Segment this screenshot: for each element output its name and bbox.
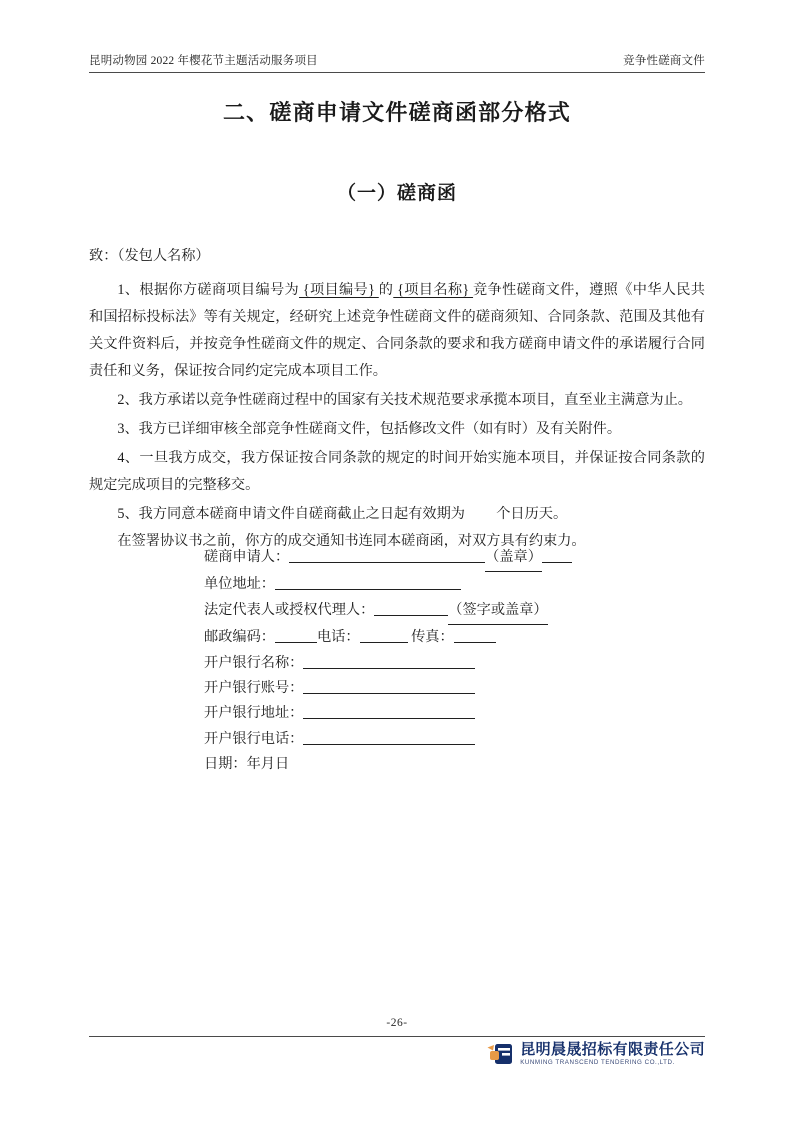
footer-divider bbox=[89, 1036, 705, 1037]
paragraph-2: 2、我方承诺以竞争性磋商过程中的国家有关技术规范要求承揽本项目，直至业主满意为止。 bbox=[117, 392, 692, 408]
signature-block bbox=[204, 545, 572, 778]
company-name-en: KUNMING TRANSCEND TENDERING CO.,LTD. bbox=[520, 1058, 675, 1066]
paragraph-5 bbox=[89, 501, 705, 528]
paragraph-1-mid: 的 bbox=[378, 282, 394, 298]
signature-row-address bbox=[204, 572, 572, 597]
legal-rep-label: 法定代表人或授权代理人： bbox=[204, 601, 375, 618]
paragraph-4: 4、一旦我方成交，我方保证按合同条款的规定的时间开始实施本项目，并保证按合同条款的规定完成项目的完整移交。 bbox=[89, 450, 705, 493]
address-label: 单位地址： bbox=[204, 576, 275, 593]
page-number: -26- bbox=[386, 1017, 408, 1029]
signature-row-bank-name bbox=[204, 651, 572, 676]
page-title: 二、磋商申请文件磋商函部分格式 bbox=[222, 100, 571, 125]
company-logo-icon bbox=[486, 1042, 513, 1066]
fax-label: 传真： bbox=[411, 629, 454, 646]
bank-name-label: 开户银行名称： bbox=[204, 654, 304, 671]
postcode-blank-line bbox=[275, 627, 317, 643]
bank-account-blank-line bbox=[303, 678, 475, 694]
bank-address-blank-line bbox=[303, 704, 475, 720]
signature-row-contact bbox=[204, 625, 572, 650]
blank-project-name: {项目名称} bbox=[393, 282, 474, 298]
applicant-seal-note: （盖章） bbox=[485, 545, 542, 572]
company-logo-text bbox=[520, 1042, 705, 1066]
phone-label: 电话： bbox=[316, 629, 360, 646]
applicant-blank-line bbox=[289, 547, 485, 563]
address-blank-line bbox=[275, 575, 461, 591]
document-body bbox=[89, 243, 705, 555]
salutation-line: 致：（发包人名称） bbox=[89, 248, 210, 264]
page-header bbox=[89, 52, 705, 73]
paragraph-5-prefix: 5、我方同意本磋商申请文件自磋商截止之日起有效期为 bbox=[117, 506, 465, 522]
signature-row-legal-rep bbox=[204, 598, 572, 625]
date-label: 日期：年月日 bbox=[204, 756, 290, 773]
legal-rep-blank-line bbox=[374, 600, 448, 616]
phone-blank-line bbox=[360, 627, 408, 643]
signature-row-bank-address bbox=[204, 701, 572, 726]
paragraph-1-suffix: 竞争性磋商文件，遵照《中华人民共和国招标投标法》等有关规定，经研究上述竞争性磋商文件的磋商须知、合同条款、范围及其他有关文件资料后，并按竞争性磋商文件的规定、合同条款的要求和我方磋商申请文件的承诺履行合同责任和义务，保证按合同约定完成本项目工作。 bbox=[89, 282, 705, 379]
header-project-title: 昆明动物园 2022 年樱花节主题活动服务项目 bbox=[89, 55, 318, 67]
applicant-label: 磋商申请人： bbox=[204, 549, 290, 565]
bank-phone-label: 开户银行电话： bbox=[204, 730, 304, 747]
bank-address-label: 开户银行地址： bbox=[204, 705, 304, 722]
applicant-seal-blank-line bbox=[542, 547, 572, 563]
company-logo bbox=[486, 1042, 705, 1066]
signature-row-bank-phone bbox=[204, 727, 572, 752]
signature-row-bank-account bbox=[204, 676, 572, 701]
legal-rep-seal-note: （签字或盖章） bbox=[448, 598, 547, 625]
bank-phone-blank-line bbox=[303, 729, 475, 745]
paragraph-5-suffix: 个日历天。 bbox=[496, 506, 568, 522]
blank-project-number: {项目编号} bbox=[299, 282, 379, 298]
postcode-label: 邮政编码： bbox=[204, 629, 275, 646]
paragraph-6: 在签署协议书之前，你方的成交通知书连同本磋商函，对双方具有约束力。 bbox=[117, 533, 586, 549]
paragraph-1 bbox=[89, 277, 705, 385]
header-document-type: 竞争性磋商文件 bbox=[623, 55, 705, 67]
bank-name-blank-line bbox=[303, 653, 475, 669]
page-subtitle: （一）磋商函 bbox=[336, 183, 457, 204]
paragraph-3: 3、我方已详细审核全部竞争性磋商文件，包括修改文件（如有时）及有关附件。 bbox=[117, 421, 622, 437]
signature-row-date bbox=[204, 752, 572, 777]
company-name-cn: 昆明晨晟招标有限责任公司 bbox=[520, 1041, 705, 1058]
bank-account-label: 开户银行账号： bbox=[204, 680, 304, 697]
paragraph-1-prefix: 1、根据你方磋商项目编号为 bbox=[117, 282, 299, 298]
signature-row-applicant bbox=[204, 545, 572, 572]
fax-blank-line bbox=[454, 627, 496, 643]
